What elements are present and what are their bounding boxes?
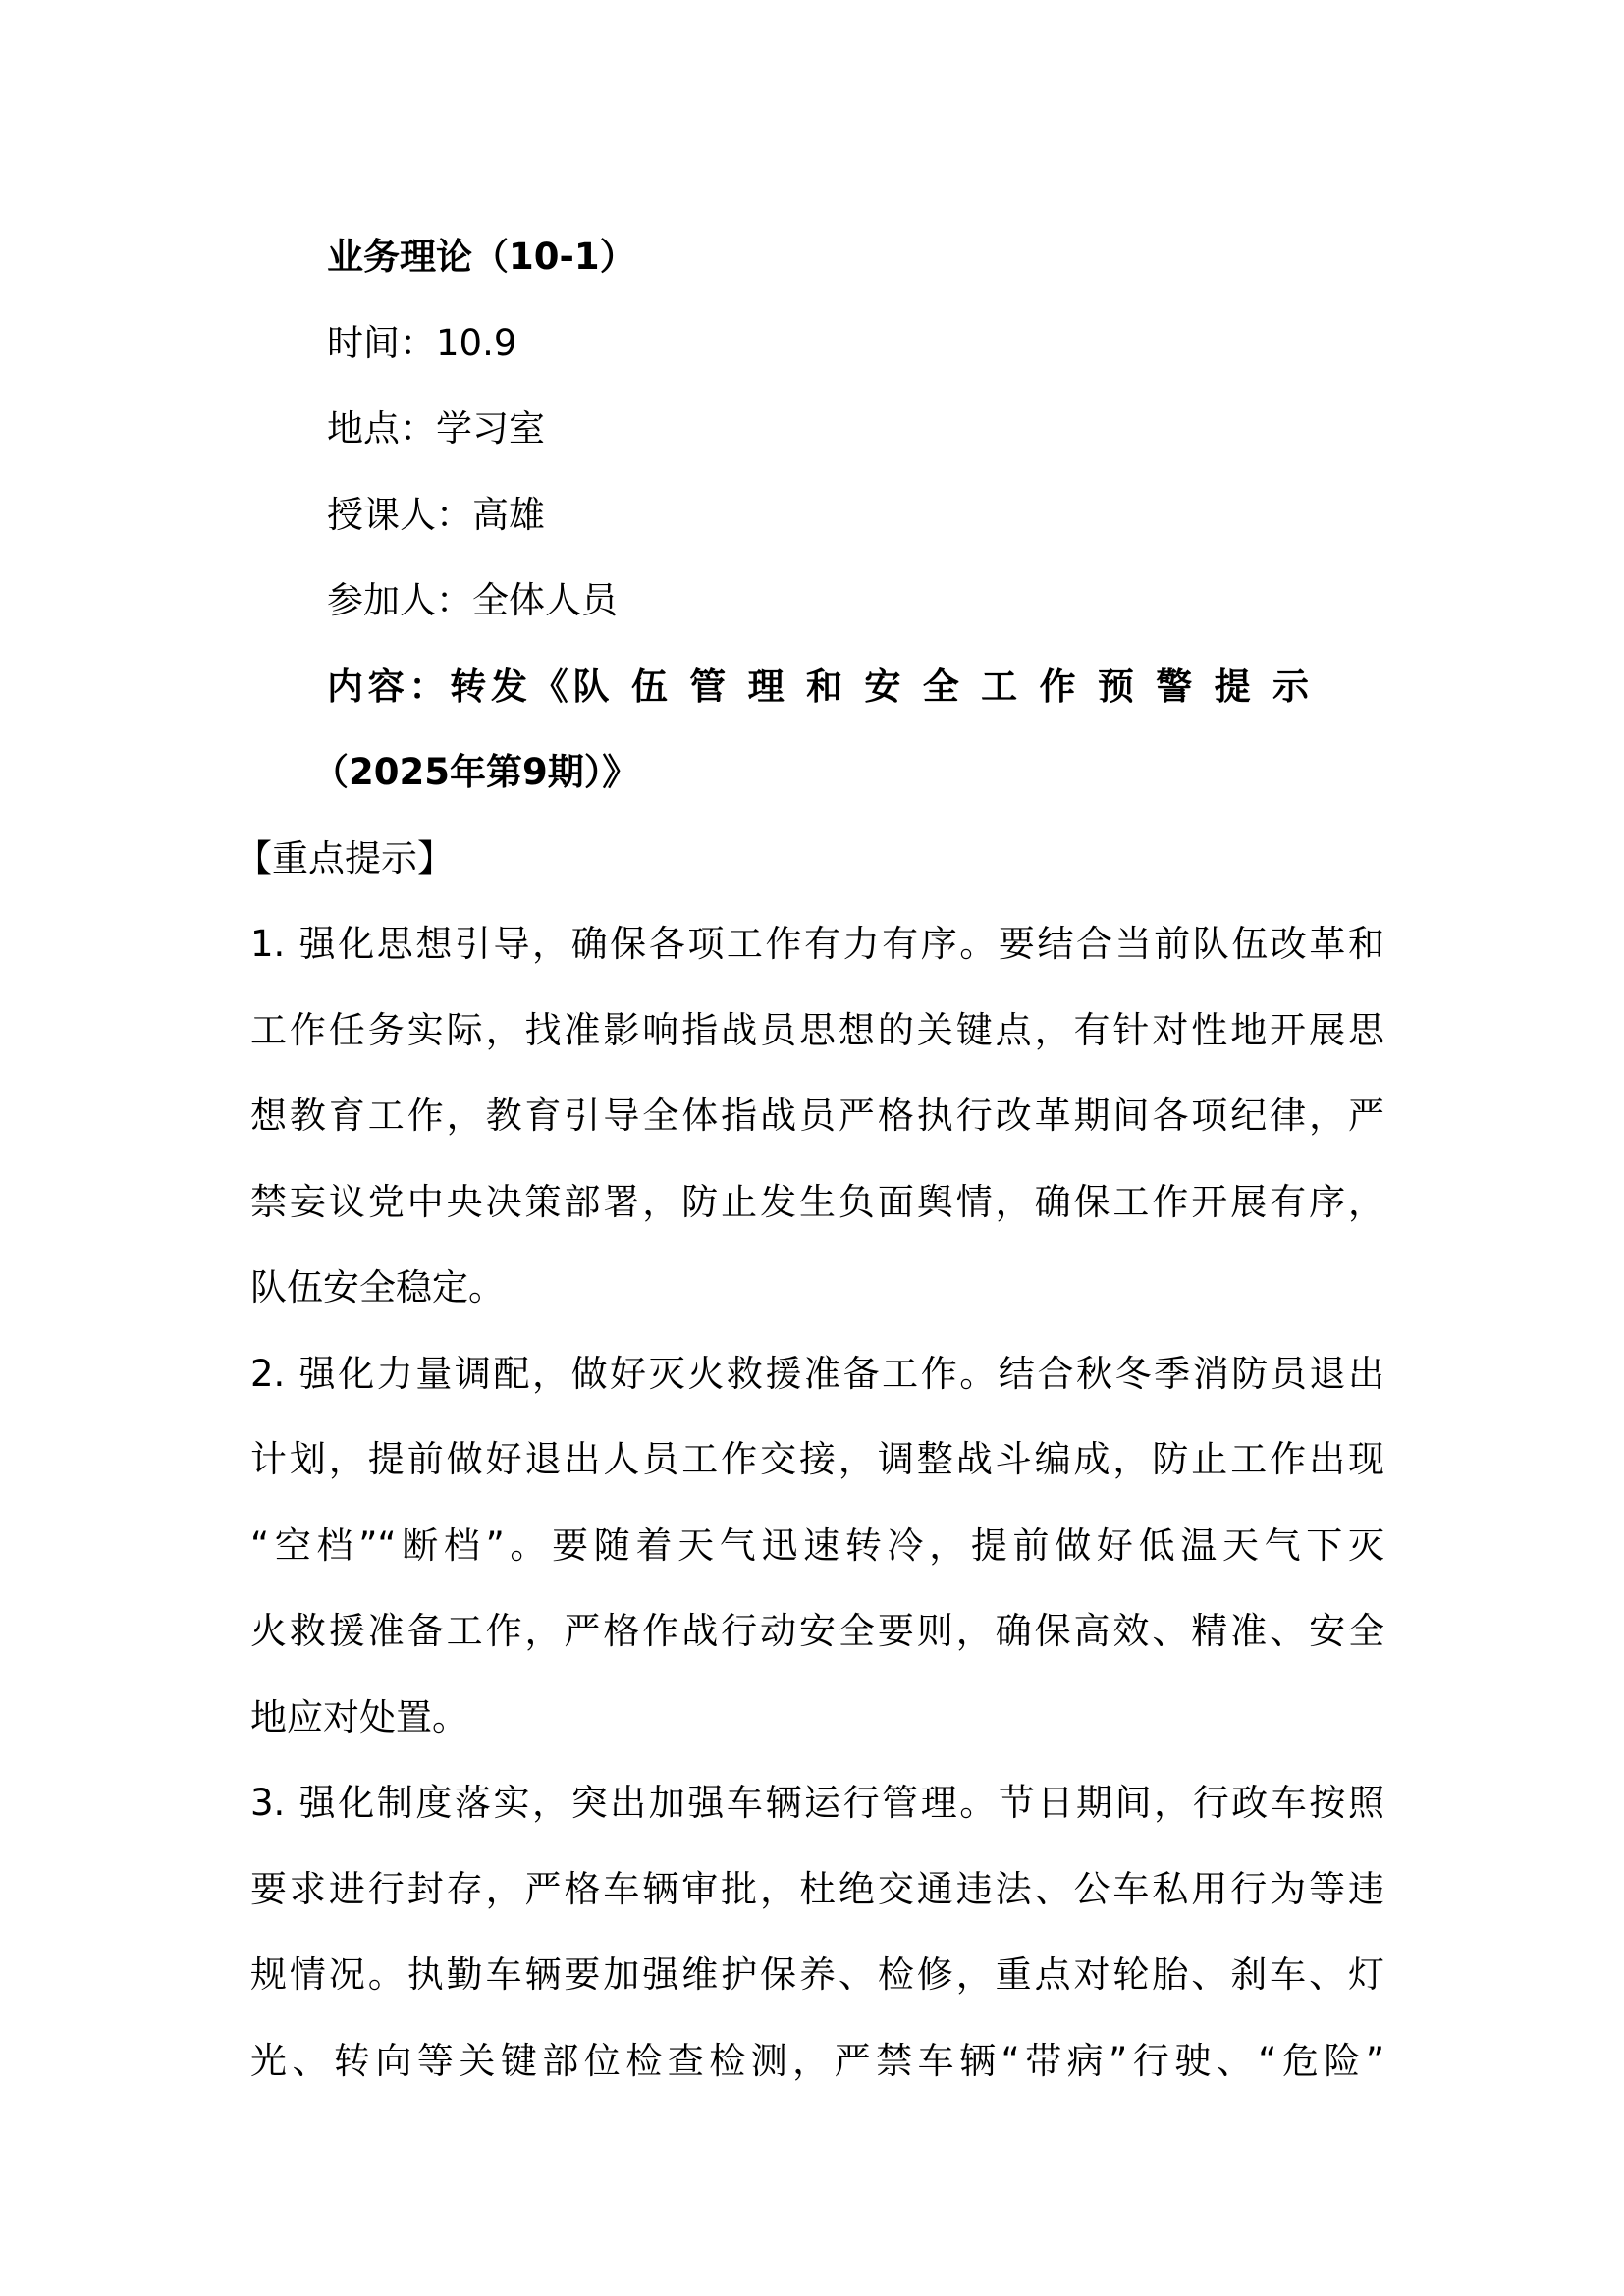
paragraph-line: 地应对处置。 [250,1695,468,1738]
paragraph-line: 火救援准备工作，严格作战行动安全要则，确保高效、精准、安全 [250,1610,1384,1652]
paragraph [0,901,1624,1331]
paragraph [0,1331,1624,1761]
paragraph-line: 1. 强化思想引导，确保各项工作有力有序。要结合当前队伍改革和 [250,923,1384,965]
paragraph-line: 要求进行封存，严格车辆审批，杜绝交通违法、公车私用行为等违 [250,1867,1384,1910]
paragraph-line: 3. 强化制度落实，突出加强车辆运行管理。节日期间，行政车按照 [250,1782,1384,1824]
content-line-2: （2025年第9期）》 [312,751,639,793]
document-page [0,214,1624,2104]
time-field: 时间：10.9 [327,321,517,364]
paragraph-line: 规情况。执勤车辆要加强维护保养、检修，重点对轮胎、刹车、灯 [250,1953,1384,1996]
paragraph-line: 光、转向等关键部位检查检测，严禁车辆“带病”行驶、“危险” [250,2039,1384,2082]
lecturer-field: 授课人：高雄 [327,493,545,536]
paragraph-line: 队伍安全稳定。 [250,1266,505,1308]
paragraph-line: “空档”“断档”。要随着天气迅速转冷，提前做好低温天气下灭 [250,1523,1384,1567]
paragraph [0,1760,1624,2104]
section-heading: 【重点提示】 [236,836,454,880]
paragraph-line: 计划，提前做好退出人员工作交接，调整战斗编成，防止工作出现 [250,1438,1384,1480]
paragraph-line: 禁妄议党中央决策部署，防止发生负面舆情，确保工作开展有序， [250,1180,1384,1223]
attendees-field: 参加人：全体人员 [327,579,618,621]
place-field: 地点：学习室 [327,407,545,450]
paragraph-line: 想教育工作，教育引导全体指战员严格执行改革期间各项纪律，严 [250,1095,1384,1137]
paragraph-line: 2. 强化力量调配，做好灭火救援准备工作。结合秋冬季消防员退出 [250,1352,1384,1395]
document-title: 业务理论（10-1） [327,236,636,278]
paragraphs [0,901,1624,2104]
paragraph-line: 工作任务实际，找准影响指战员思想的关键点，有针对性地开展思 [250,1008,1384,1051]
content-line-1: 内容：转发《队 伍 管 理 和 安 全 工 作 预 警 提 示 [327,665,1309,708]
